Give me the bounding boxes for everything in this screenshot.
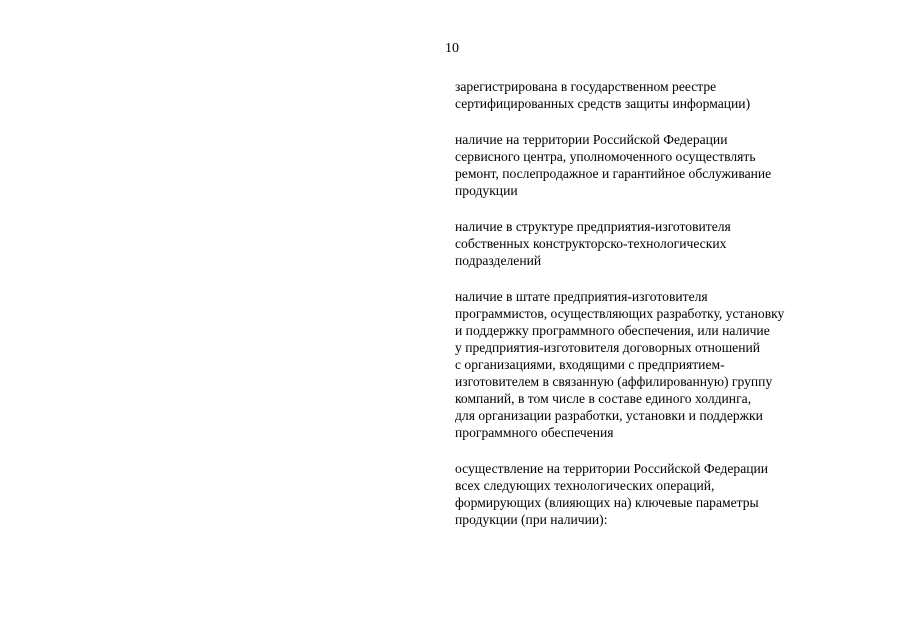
page-number: 10 [445,41,459,56]
text-line: изготовителем в связанную (аффилированную) группу [455,374,773,389]
text-line: зарегистрирована в государственном реестре [455,79,717,94]
text-line: ремонт, послепродажное и гарантийное обслуживание [455,166,772,181]
document-body [455,78,855,547]
text-line: сервисного центра, уполномоченного осуществлять [455,149,756,164]
paragraph-certified-registry [455,78,855,112]
text-line: наличие на территории Российской Федерации [455,132,728,147]
text-line: программистов, осуществляющих разработку, установку [455,306,785,321]
paragraph-technological-operations [455,460,855,528]
paragraph-design-divisions [455,218,855,269]
text-line: и поддержку программного обеспечения, или наличие [455,323,770,338]
text-line: программного обеспечения [455,425,614,440]
text-line: компаний, в том числе в составе единого холдинга, [455,391,752,406]
text-line: наличие в структуре предприятия-изготовителя [455,219,731,234]
text-line: продукции [455,183,518,198]
paragraph-service-center [455,131,855,199]
paragraph-programmers [455,288,855,441]
text-line: с организациями, входящими с предприятием- [455,357,725,372]
text-line: у предприятия-изготовителя договорных отношений [455,340,761,355]
text-line: осуществление на территории Российской Федерации [455,461,769,476]
text-line: сертифицированных средств защиты информации) [455,96,751,111]
text-line: всех следующих технологических операций, [455,478,715,493]
text-line: подразделений [455,253,542,268]
text-line: наличие в штате предприятия-изготовителя [455,289,708,304]
text-line: собственных конструкторско-технологических [455,236,727,251]
text-line: продукции (при наличии): [455,512,608,527]
text-line: формирующих (влияющих на) ключевые параметры [455,495,759,510]
text-line: для организации разработки, установки и поддержки [455,408,763,423]
